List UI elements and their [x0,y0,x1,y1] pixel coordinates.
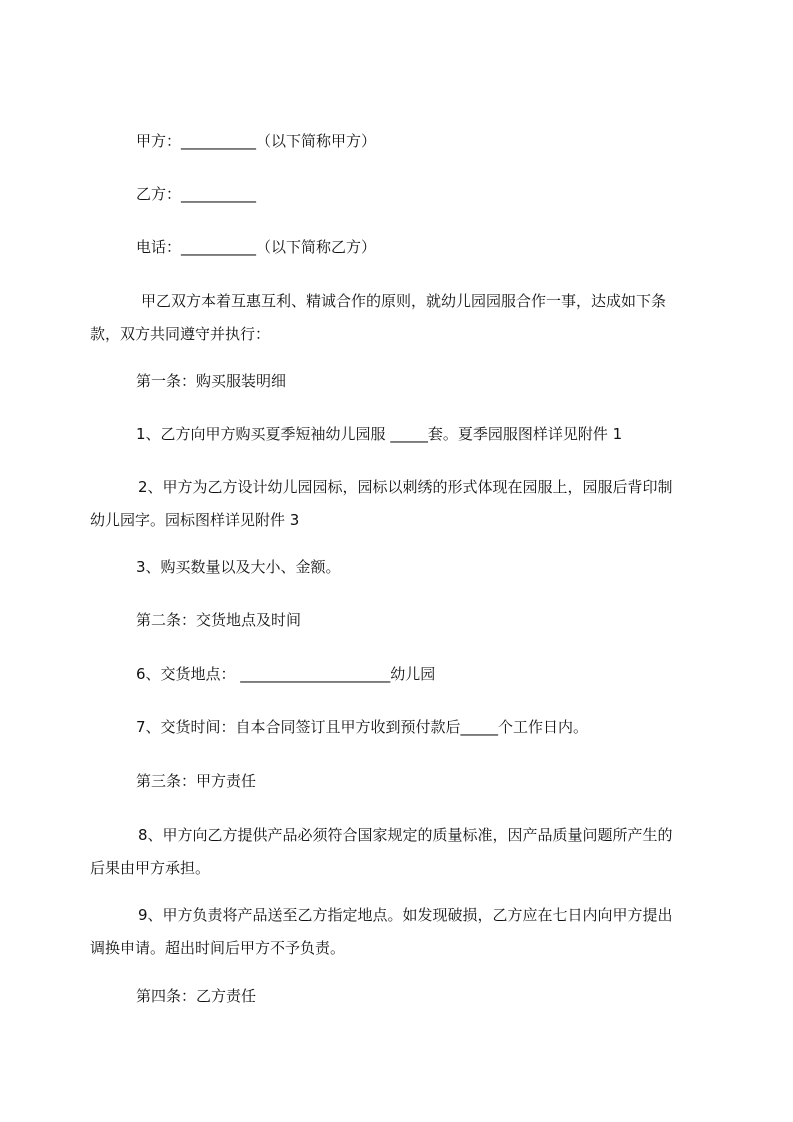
item-2-line-2: 幼儿园字。园标图样详见附件 3 [90,511,300,529]
article-1-item-2 [90,477,715,530]
article-1-item-1: 1、乙方向甲方购买夏季短袖幼儿园服 _____套。夏季园服图样详见附件 1 [136,425,623,443]
article-2-item-7: 7、交货时间：自本合同签订且甲方收到预付款后_____个工作日内。 [136,718,589,736]
article-3-item-8 [90,825,715,878]
article-1-title: 第一条：购买服装明细 [136,372,287,390]
intro-line-2: 款，双方共同遵守并执行： [90,325,271,343]
intro-paragraph [90,291,715,344]
party-b-line: 乙方：__________ [136,185,257,203]
article-1-item-3: 3、购买数量以及大小、金额。 [136,558,341,576]
intro-line-1: 甲乙双方本着互惠互利、精诚合作的原则，就幼儿园园服合作一事，达成如下条 [141,292,667,310]
item-9-line-1: 9、甲方负责将产品送至乙方指定地点。如发现破损，乙方应在七日内向甲方提出 [138,906,673,924]
article-2-title: 第二条：交货地点及时间 [136,611,302,629]
party-a-line: 甲方：__________（以下简称甲方） [136,132,377,150]
article-4-title: 第四条：乙方责任 [136,987,257,1005]
item-2-line-1: 2、甲方为乙方设计幼儿园园标，园标以刺绣的形式体现在园服上，园服后背印制 [138,478,673,496]
article-2-item-6: 6、交货地点： ____________________幼儿园 [136,665,436,683]
phone-line: 电话：__________（以下简称乙方） [136,238,377,256]
article-3-title: 第三条：甲方责任 [136,772,257,790]
item-9-line-2: 调换申请。超出时间后甲方不予负责。 [90,939,346,957]
article-3-item-9 [90,905,715,958]
item-8-line-2: 后果由甲方承担。 [90,859,211,877]
item-8-line-1: 8、甲方向乙方提供产品必须符合国家规定的质量标准，因产品质量问题所产生的 [138,826,673,844]
